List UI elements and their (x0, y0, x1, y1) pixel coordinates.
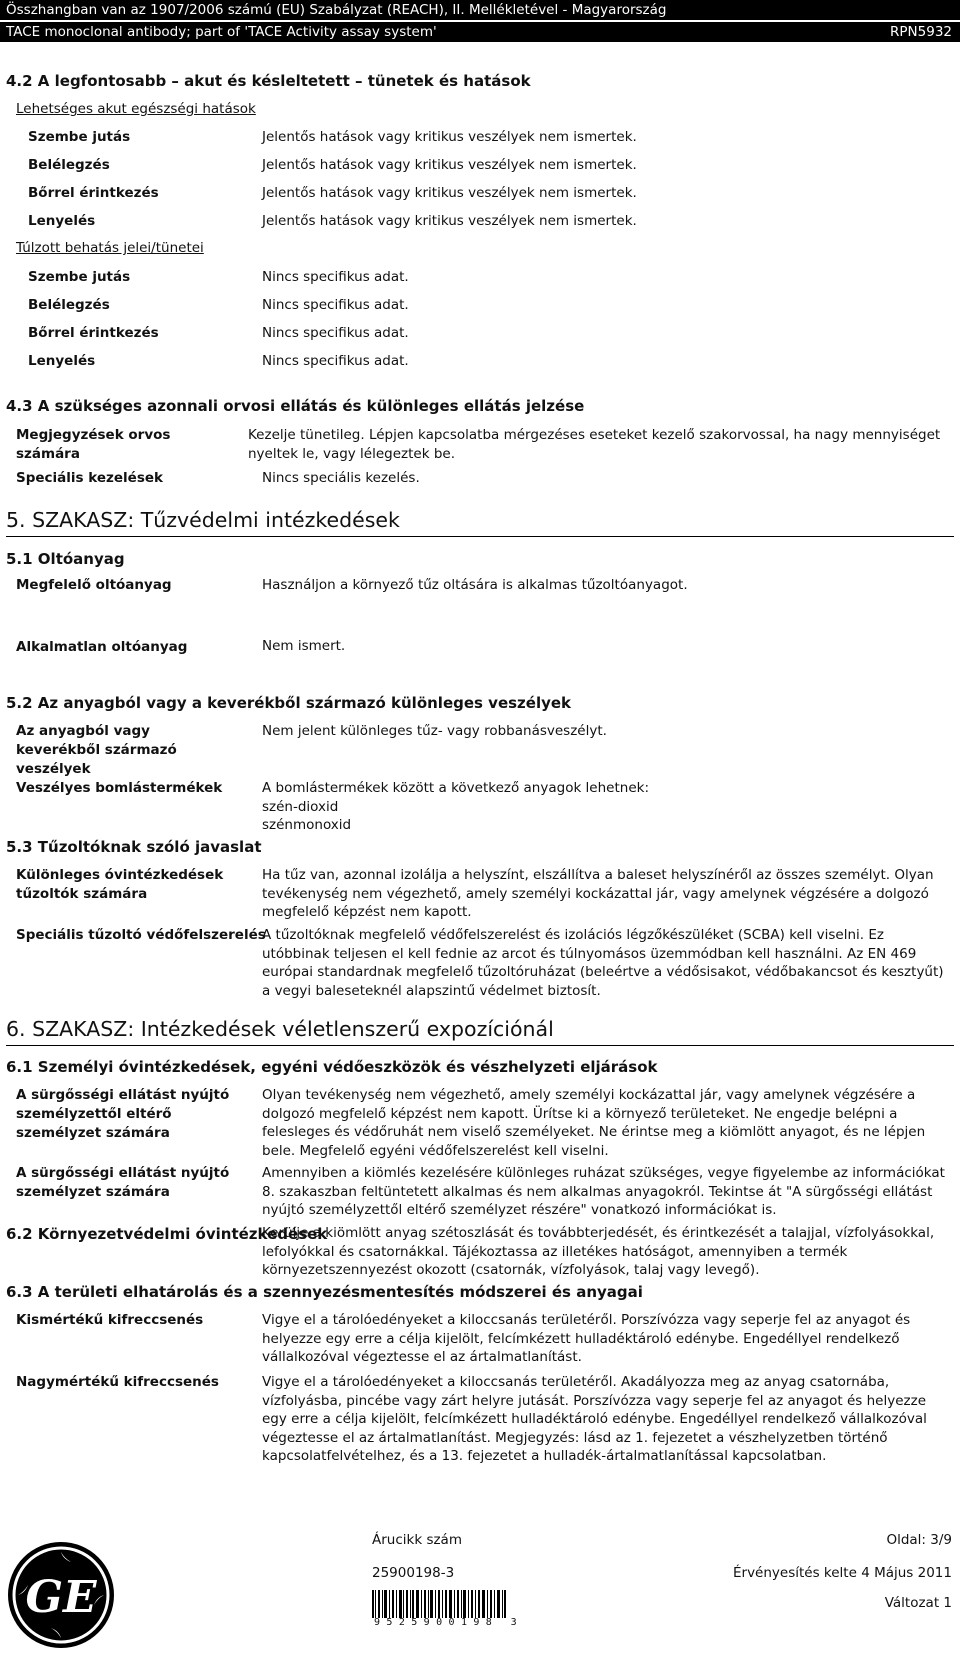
svg-text:GE: GE (25, 1572, 97, 1623)
section-6-2-title: 6.2 Környezetvédelmi óvintézkedések (6, 1225, 328, 1243)
header-regulation-bar (0, 0, 960, 20)
header-product-name: TACE monoclonal antibody; part of 'TACE Activity assay system' (6, 24, 437, 40)
special-treatment-label: Speciális kezelések (16, 470, 164, 486)
section-5-rule (6, 536, 954, 537)
acute-inhalation-label: Belélegzés (28, 157, 110, 173)
overexposure-subtitle: Túlzott behatás jelei/tünetei (16, 240, 204, 256)
firefighter-precautions-value: Ha tűz van, azonnal izolálja a helyszínt, elszállítva a baleset helyszínéről az összes személyt. Olyan tevékenység nem végezhető, amely személyi kockázattal jár, vagy amelynek végzésére a dolgozó megfelelő képzést nem kapott. (262, 867, 934, 920)
section-6-title: 6. SZAKASZ: Intézkedések véletlenszerű expozíciónál (6, 1017, 554, 1041)
barcode (372, 1590, 532, 1634)
non-emergency-label: A sürgősségi ellátást nyújtó személyzettől eltérő személyzet számára (16, 1087, 230, 1141)
section-6-rule (6, 1045, 954, 1046)
suitable-media-label: Megfelelő oltóanyag (16, 577, 172, 593)
item-number-label: Árucikk szám (372, 1532, 462, 1548)
environmental-precautions-value: Kerülje a kiömlött anyag szétoszlását és továbbterjedését, és érintkezését a talajjal, vízfolyásokkal, lefolyókkal és csatornákkal. Tájékoztassa az illetékes hatóságot, amennyiben a termék környezetszennyezést okozott (csatornák, vízfolyások, talaj vagy levegő). (262, 1225, 935, 1278)
over-ingestion-value: Nincs specifikus adat. (262, 353, 409, 369)
ge-monogram-icon (6, 1540, 116, 1650)
section-6-3-title: 6.3 A területi elhatárolás és a szennyezésmentesítés módszerei és anyagai (6, 1283, 643, 1301)
header-product-bar (0, 22, 960, 42)
page-indicator: Oldal: 3/9 (886, 1532, 952, 1548)
firefighter-equipment-label: Speciális tűzoltó védőfelszerelés (16, 927, 266, 943)
over-ingestion-label: Lenyelés (28, 353, 96, 369)
item-number-value: 25900198-3 (372, 1565, 455, 1581)
over-inhalation-label: Belélegzés (28, 297, 110, 313)
acute-eye-label: Szembe jutás (28, 129, 131, 145)
version-label: Változat 1 (884, 1595, 952, 1611)
large-spill-value: Vigye el a tárolóedényeket a kiloccsanás területéről. Akadályozza meg az anyag csatornába, vízfolyásba, pincébe vagy zárt helyre jutását. Porszívózza vagy seperje fel az anyagot és helyezze egy erre a célja kijelölt, felcímkézett hulladéktároló edénybe. Engedéllyel rendelkező vállalkozóval végeztesse el az ártalmatlanítást. Megjegyzés: lásd az 1. fejezetet a vészhelyzetben történő kapcsolatfelvételhez, és a 13. fejezetet a hulladék-ártalmatlanítással kapcsolatban. (262, 1374, 927, 1464)
unsuitable-media-label: Alkalmatlan oltóanyag (16, 639, 188, 655)
over-skin-label: Bőrrel érintkezés (28, 325, 159, 341)
special-treatment-value: Nincs speciális kezelés. (262, 470, 420, 486)
acute-ingestion-label: Lenyelés (28, 213, 96, 229)
section-4-3-title: 4.3 A szükséges azonnali orvosi ellátás és különleges ellátás jelzése (6, 397, 585, 415)
non-emergency-value: Olyan tevékenység nem végezhető, amely személyi kockázattal jár, vagy amelynek végzésére a dolgozó megfelelő képzést nem kapott. Ürítse ki a környező területeket. Ne engedje belépni a felesleges és védőruhát nem viselő személyeket. Ne érintse meg a kiömlött anyagot, és ne lépjen bele. Megfelelő egyéni védőfelszerelést kell viselni. (262, 1087, 926, 1159)
header-regulation-text: Összhangban van az 1907/2006 számú (EU) Szabályzat (REACH), II. Mellékletével - Magyarország (6, 2, 667, 18)
over-eye-value: Nincs specifikus adat. (262, 269, 409, 285)
small-spill-value: Vigye el a tárolóedényeket a kiloccsanás területéről. Porszívózza vagy seperje fel az anyagot és helyezze egy erre a célja kijelölt, felcímkézett hulladéktároló edénybe. Engedéllyel rendelkező vállalkozóval végeztesse el az ártalmatlanítást. (262, 1312, 911, 1365)
acute-inhalation-value: Jelentős hatások vagy kritikus veszélyek nem ismertek. (262, 157, 637, 173)
acute-skin-label: Bőrrel érintkezés (28, 185, 159, 201)
hazards-value: Nem jelent különleges tűz- vagy robbanásveszélyt. (262, 723, 607, 739)
barcode-digits: 9525900198 3 (374, 1617, 524, 1628)
over-eye-label: Szembe jutás (28, 269, 131, 285)
suitable-media-value: Használjon a környező tűz oltására is alkalmas tűzoltóanyagot. (262, 577, 688, 593)
hazards-label: Az anyagból vagy keverékből származó veszélyek (16, 723, 177, 777)
section-6-1-title: 6.1 Személyi óvintézkedések, egyéni védőeszközök és vészhelyzeti eljárások (6, 1058, 658, 1076)
section-4-2-title: 4.2 A legfontosabb – akut és késleltetett – tünetek és hatások (6, 72, 531, 90)
acute-skin-value: Jelentős hatások vagy kritikus veszélyek nem ismertek. (262, 185, 637, 201)
section-5-title: 5. SZAKASZ: Tűzvédelmi intézkedések (6, 508, 400, 532)
decomposition-value: A bomlástermékek között a következő anyagok lehetnek: szén-dioxid szénmonoxid (262, 780, 649, 833)
section-5-3-title: 5.3 Tűzoltóknak szóló javaslat (6, 838, 262, 856)
physician-notes-value: Kezelje tünetileg. Lépjen kapcsolatba mérgezéses eseteket kezelő szakorvossal, ha nagy mennyiséget nyeltek le, vagy lélegeztek be. (248, 427, 941, 462)
effective-date: Érvényesítés kelte 4 Május 2011 (732, 1565, 952, 1581)
acute-eye-value: Jelentős hatások vagy kritikus veszélyek nem ismertek. (262, 129, 637, 145)
ge-logo (6, 1540, 116, 1650)
firefighter-equipment-value: A tűzoltóknak megfelelő védőfelszerelést és izolációs légzőkészüléket (SCBA) kell viselni. Ez utóbbinak teljesen el kell fednie az arcot és túlnyomásos üzemmódban kell használni. Az EN 469 európai standardnak megfelelő tűzoltóruházat (beleértve a védősisakot, védőbakancsot és kesztyűt) a vegyi baleseteknél alapszintű védelmet biztosít. (262, 927, 944, 999)
large-spill-label: Nagymértékű kifreccsenés (16, 1374, 219, 1390)
acute-ingestion-value: Jelentős hatások vagy kritikus veszélyek nem ismertek. (262, 213, 637, 229)
header-product-code: RPN5932 (890, 24, 952, 40)
firefighter-precautions-label: Különleges óvintézkedések tűzoltók számára (16, 867, 224, 902)
section-5-2-title: 5.2 Az anyagból vagy a keverékből származó különleges veszélyek (6, 694, 572, 712)
small-spill-label: Kismértékű kifreccsenés (16, 1312, 204, 1328)
over-skin-value: Nincs specifikus adat. (262, 325, 409, 341)
over-inhalation-value: Nincs specifikus adat. (262, 297, 409, 313)
section-5-1-title: 5.1 Oltóanyag (6, 550, 125, 568)
emergency-responders-label: A sürgősségi ellátást nyújtó személyzet számára (16, 1165, 230, 1200)
emergency-responders-value: Amennyiben a kiömlés kezelésére különleges ruházat szükséges, vegye figyelembe az információkat 8. szakaszban feltüntetett alkalmas és nem alkalmas anyagokról. Tekintse át "A sürgősségi ellátást nyújtó személyzettől eltérő személyzet részére" vonatkozó információkat is. (262, 1165, 945, 1218)
physician-notes-label: Megjegyzések orvos számára (16, 427, 171, 462)
unsuitable-media-value: Nem ismert. (262, 638, 346, 654)
decomposition-label: Veszélyes bomlástermékek (16, 780, 223, 796)
acute-effects-subtitle: Lehetséges akut egészségi hatások (16, 101, 256, 117)
